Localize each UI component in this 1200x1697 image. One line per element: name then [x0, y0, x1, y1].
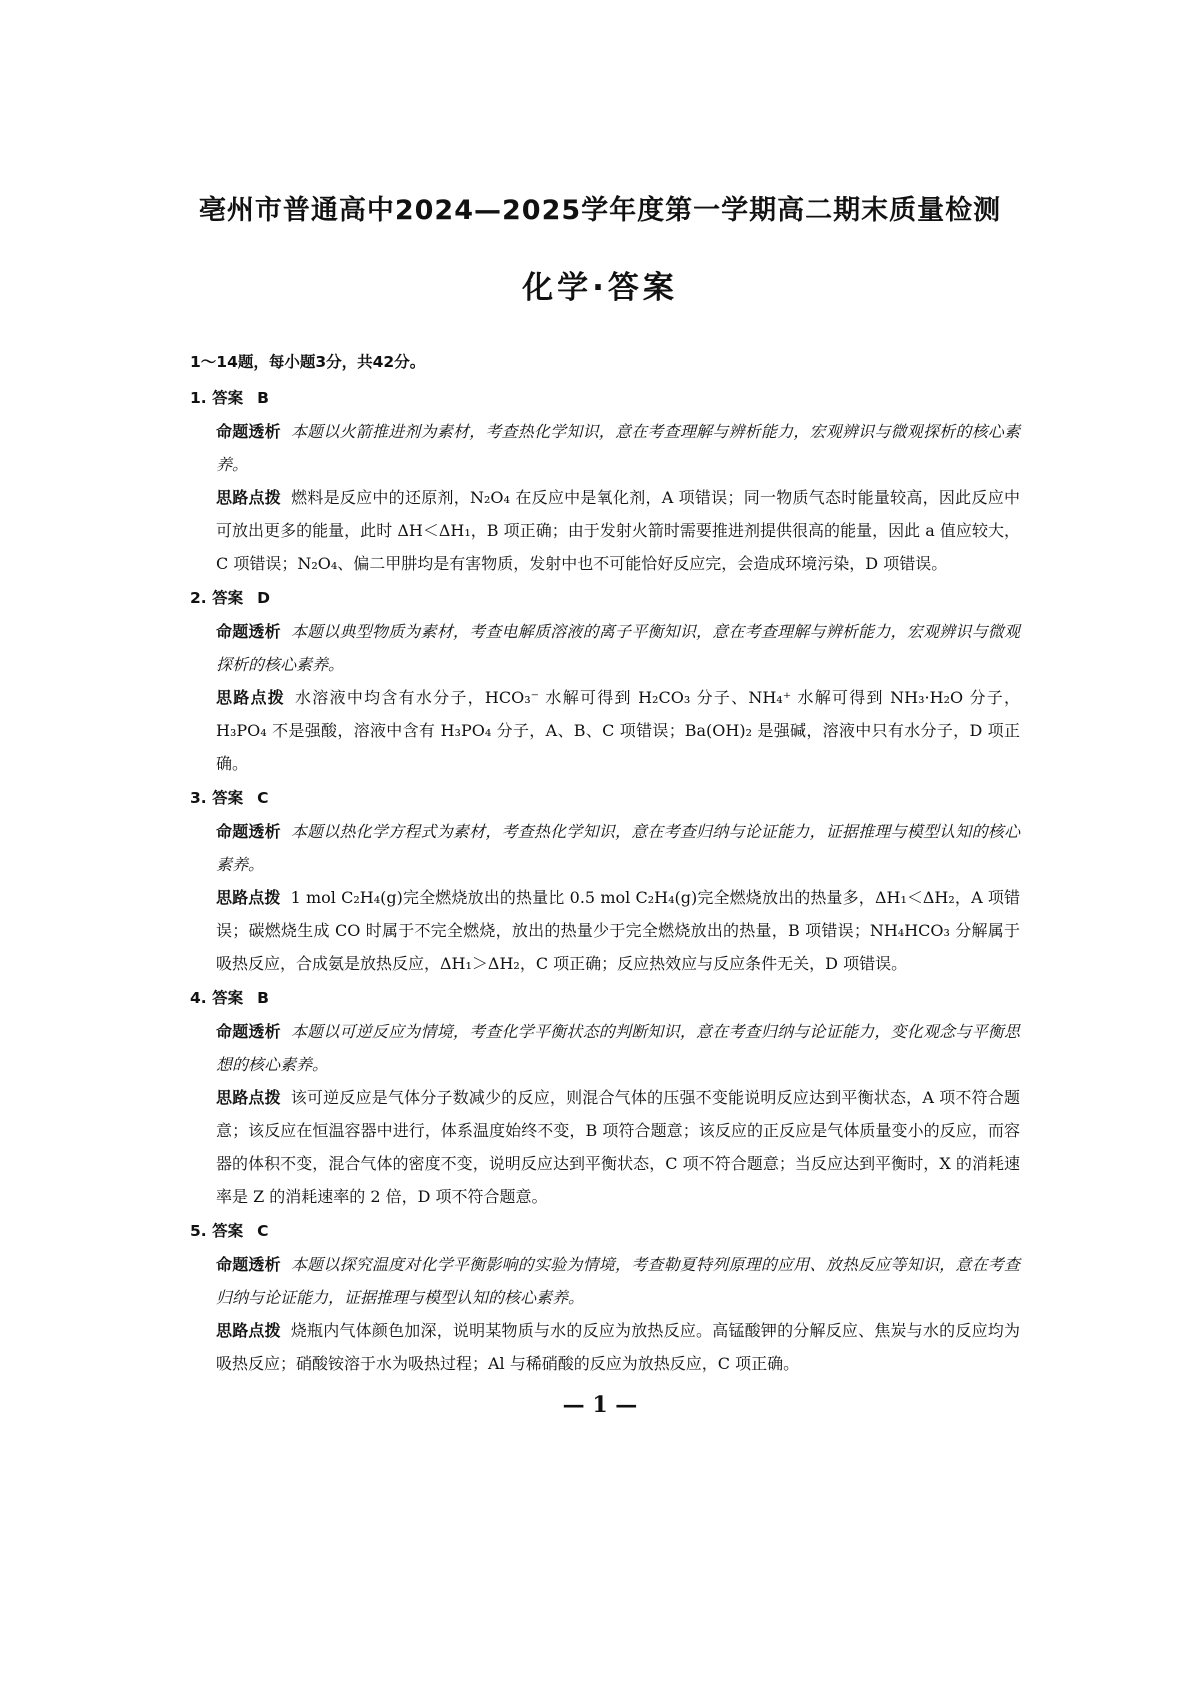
- analysis-text: 本题以探究温度对化学平衡影响的实验为情境，考查勒夏特列原理的应用、放热反应等知识，意在考查归纳与论证能力，证据推理与模型认知的核心素养。: [216, 1255, 1020, 1307]
- question-number: 3. 答案: [190, 789, 244, 807]
- question-5: [190, 1215, 1020, 1380]
- question-2: [190, 582, 1020, 780]
- hint-block: [216, 1314, 1020, 1380]
- analysis-block: [216, 415, 1020, 481]
- answer-letter: D: [257, 589, 270, 607]
- hint-label: 思路点拨: [216, 488, 282, 507]
- hint-label: 思路点拨: [216, 1088, 281, 1107]
- question-number: 2. 答案: [190, 589, 244, 607]
- analysis-text: 本题以热化学方程式为素材，考查热化学知识，意在考查归纳与论证能力，证据推理与模型认知的核心素养。: [216, 822, 1020, 874]
- analysis-block: [216, 615, 1020, 681]
- analysis-block: [216, 1015, 1020, 1081]
- hint-text: 该可逆反应是气体分子数减少的反应，则混合气体的压强不变能说明反应达到平衡状态，A 项不符合题意；该反应在恒温容器中进行，体系温度始终不变，B 项符合题意；该反应的正反应是气体质量变小的反应，而容器的体积不变，混合气体的密度不变，说明反应达到平衡状态，C 项不符合题意；当反应达到平衡时，X 的消耗速率是 Z 的消耗速率的 2 倍，D 项不符合题意。: [216, 1088, 1020, 1206]
- question-1: [190, 382, 1020, 580]
- hint-block: [216, 481, 1020, 580]
- answer-heading: [190, 382, 1020, 415]
- analysis-text: 本题以典型物质为素材，考查电解质溶液的离子平衡知识，意在考查理解与辨析能力，宏观辨识与微观探析的核心素养。: [216, 622, 1020, 674]
- analysis-label: 命题透析: [216, 822, 281, 841]
- scoring-note: 1～14题，每小题3分，共42分。: [190, 353, 426, 371]
- answer-heading: [190, 1215, 1020, 1248]
- answer-letter: C: [257, 789, 269, 807]
- hint-text: 1 mol C₂H₄(g)完全燃烧放出的热量比 0.5 mol C₂H₄(g)完全燃烧放出的热量多，ΔH₁＜ΔH₂，A 项错误；碳燃烧生成 CO 时属于不完全燃烧，放出的热量少于完全燃烧放出的热量，B 项错误；NH₄HCO₃ 分解属于吸热反应，合成氨是放热反应，ΔH₁＞ΔH₂，C 项正确；反应热效应与反应条件无关，D 项错误。: [216, 888, 1020, 973]
- analysis-block: [216, 1248, 1020, 1314]
- hint-block: [216, 881, 1020, 980]
- hint-label: 思路点拨: [216, 888, 281, 907]
- answer-heading: [190, 982, 1020, 1015]
- analysis-label: 命题透析: [216, 1022, 281, 1041]
- hint-label: 思路点拨: [216, 1321, 281, 1340]
- question-number: 5. 答案: [190, 1222, 244, 1240]
- page-number: — 1 —: [562, 1392, 638, 1418]
- analysis-label: 命题透析: [216, 1255, 281, 1274]
- analysis-text: 本题以火箭推进剂为素材，考查热化学知识，意在考查理解与辨析能力，宏观辨识与微观探析的核心素养。: [216, 422, 1020, 474]
- analysis-label: 命题透析: [216, 622, 281, 641]
- page-subtitle: 化学·答案: [522, 270, 678, 306]
- hint-text: 烧瓶内气体颜色加深，说明某物质与水的反应为放热反应。高锰酸钾的分解反应、焦炭与水的反应均为吸热反应；硝酸铵溶于水为吸热过程；Al 与稀硝酸的反应为放热反应，C 项正确。: [216, 1321, 1020, 1373]
- hint-label: 思路点拨: [216, 688, 286, 707]
- answer-letter: B: [257, 389, 269, 407]
- hint-block: [216, 681, 1020, 780]
- answer-letter: B: [257, 989, 269, 1007]
- analysis-text: 本题以可逆反应为情境，考查化学平衡状态的判断知识，意在考查归纳与论证能力，变化观念与平衡思想的核心素养。: [216, 1022, 1020, 1074]
- answer-heading: [190, 582, 1020, 615]
- analysis-label: 命题透析: [216, 422, 281, 441]
- question-3: [190, 782, 1020, 980]
- question-4: [190, 982, 1020, 1213]
- answer-content: [190, 346, 1020, 1380]
- analysis-block: [216, 815, 1020, 881]
- hint-text: 燃料是反应中的还原剂，N₂O₄ 在反应中是氧化剂，A 项错误；同一物质气态时能量较高，因此反应中可放出更多的能量，此时 ΔH＜ΔH₁，B 项正确；由于发射火箭时需要推进剂提供很高的能量，因此 a 值应较大，C 项错误；N₂O₄、偏二甲肼均是有害物质，发射中也不可能恰好反应完，会造成环境污染，D 项错误。: [216, 488, 1020, 573]
- question-number: 4. 答案: [190, 989, 244, 1007]
- question-number: 1. 答案: [190, 389, 244, 407]
- answer-heading: [190, 782, 1020, 815]
- hint-block: [216, 1081, 1020, 1213]
- page-title: 亳州市普通高中2024—2025学年度第一学期高二期末质量检测: [198, 195, 1002, 226]
- answer-letter: C: [257, 1222, 269, 1240]
- hint-text: 水溶液中均含有水分子，HCO₃⁻ 水解可得到 H₂CO₃ 分子、NH₄⁺ 水解可得到 NH₃·H₂O 分子，H₃PO₄ 不是强酸，溶液中含有 H₃PO₄ 分子，A、B、C 项错误；Ba(OH)₂ 是强碱，溶液中只有水分子，D 项正确。: [216, 688, 1020, 773]
